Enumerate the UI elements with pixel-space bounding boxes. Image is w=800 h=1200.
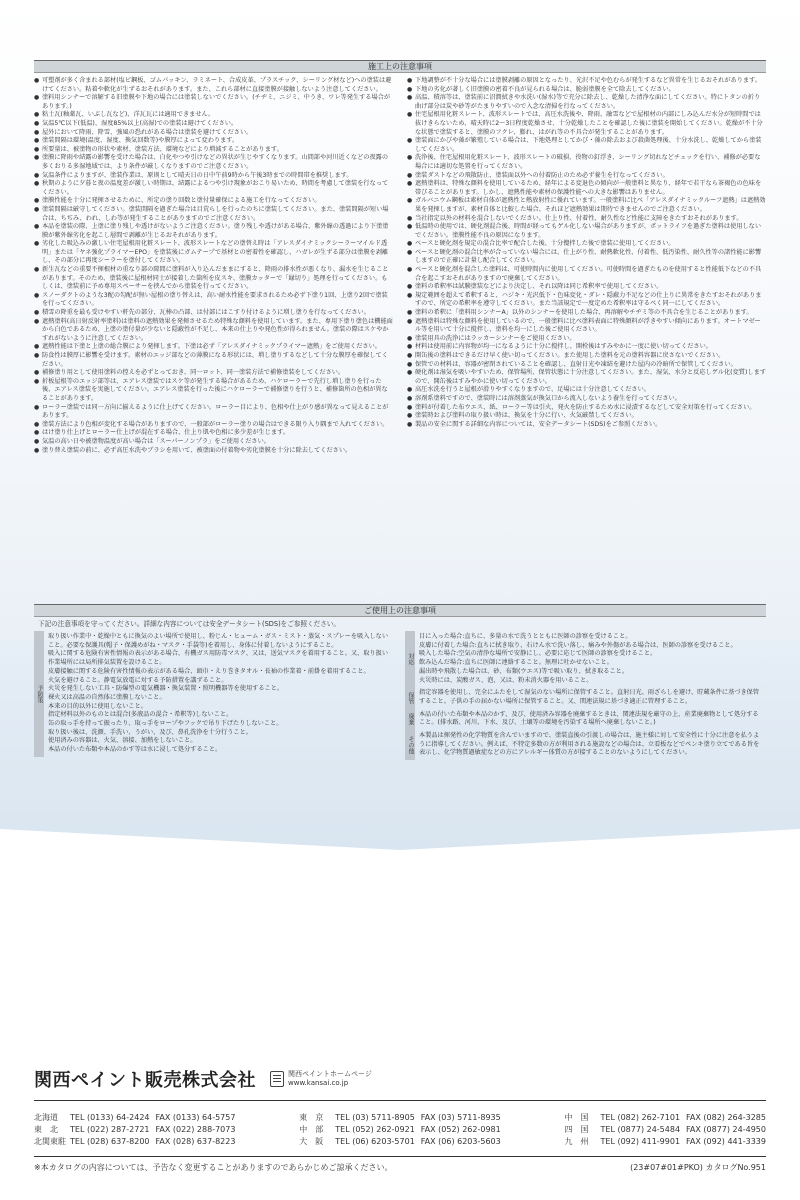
- construction-note: ● 溶剤系塗料ですので、塗装時には溶剤蒸気が換気口から流入しないよう養生を行ってください。: [407, 395, 766, 404]
- office-fax: FAX (022) 288-7073: [155, 1125, 236, 1134]
- construction-note: ● 遮熱塗料は、特殊な顔料を使用しているため、経年による変退色の傾向が一般塗料と異なり、経年で若干なら茶褐色の色味を帯びることがあります。しかし、遮熱性能や素材の保護性能への大きな影響はありません。: [407, 180, 766, 197]
- office-name: 中 国: [564, 1113, 589, 1122]
- homepage-link[interactable]: [270, 1070, 372, 1088]
- office-tel: TEL (06) 6203-5701: [335, 1137, 415, 1146]
- office-fax: FAX (052) 262-0981: [420, 1125, 501, 1134]
- construction-note: ● 塗料が付着した布ウエス、紙、ローラー等は引火、発火を防止するため水に浸漬するなどして安全対策を行ってください。: [407, 404, 766, 413]
- construction-note: ● 塗膜性能を十分に発揮させるために、所定の塗り回数と塗付量確保による施工を行なってください。: [34, 197, 393, 206]
- construction-note: ● 折板屋根等のエッジ部等は、エアレス塗装ではスケ等が発生する場合があるため、ハケローラーで先行し増し塗りを行った後、エアレス塗装を実施してください。エアレス塗装を行った後にハケローラーで補修塗りを行うと、補修箇所の色相が異なることがあります。: [34, 378, 393, 404]
- construction-note: ● 塗装面にかびや藻が繁殖している場合は、下地処理としてかび・藻の除去および殺菌処理後、十分水洗し、乾燥してから塗装してください。: [407, 137, 766, 154]
- usage-line: 取り扱い後は、洗顔、手洗い、うがい、及び、鼻孔洗浄を十分行うこと。: [48, 728, 252, 736]
- construction-note: ● 高圧水洗を行うと屋根が滑りやすくなりますので、足場には十分注意してください。: [407, 386, 766, 395]
- usage-group: [405, 709, 766, 730]
- office-tel: TEL (022) 287-2721: [70, 1125, 150, 1134]
- change-notice: ※本カタログの内容については、予告なく変更することがありますのであらかじめご諒承ください。: [34, 1163, 393, 1172]
- office-row: [565, 1112, 766, 1124]
- office-row: [299, 1112, 500, 1124]
- usage-right-column: [405, 631, 766, 760]
- usage-group-label: その他: [405, 730, 415, 760]
- usage-line: 裸火又は高温の自然体に塗膜しないこと。: [48, 693, 166, 701]
- construction-note: ● 塗膜に降雨や結露の影響を受けた場合は、白化やつや引けなどの異状が生じやすくなります。山間部や河川近くなどの夜露の多くおりる多湿地域では、より条件が厳しくなりますのでご注意ください。: [34, 154, 393, 171]
- catalog-code: (23#07#01#PKO) カタログNo.951: [630, 1163, 766, 1172]
- usage-line: 缶の取っ手を持って振ったり、取っ手をロープやフックで吊り下げたりしないこと。: [48, 720, 283, 728]
- office-tel: TEL (03) 5711-8905: [335, 1113, 415, 1122]
- office-name: 北海道: [34, 1113, 58, 1122]
- construction-note: ● 材料は使用前に内容物が均一になるように十分に撹拌し、開栓後はすみやかに一度に使い切ってください。: [407, 343, 766, 352]
- construction-note: ● 下地調整が不十分な場合には塗膜剥離の原因となったり、光沢不足や色むらが発生するなど異常を生じるおそれがあります。: [407, 77, 766, 86]
- usage-group: [405, 730, 766, 760]
- usage-line: 火災を発生しない工具・防爆型の電気機器・換気装置・照明機器等を使用すること。: [48, 685, 284, 693]
- office-fax: FAX (028) 637-8223: [155, 1137, 236, 1146]
- construction-note: ● 規定範囲を超えて希釈すると、ハジキ・光沢低下・色味変化・ダレ・隠蔽力不足などの仕上りに異常をきたすおそれがありますので、所定の希釈率を遵守してください。また当該規定で一度定めた希釈率は守るべく同一にしてください。: [407, 292, 766, 309]
- office-fax: FAX (0133) 64-5757: [155, 1113, 236, 1122]
- office-row: [34, 1124, 235, 1136]
- construction-note: ● 塗装ダストなどの飛散防止、塗装面以外への付着防止のため必ず養生を行なってください。: [407, 172, 766, 181]
- office-name: 四 国: [564, 1125, 589, 1134]
- office-tel: TEL (028) 637-8200: [70, 1137, 150, 1146]
- construction-note: ● 住宅屋根用化粧スレート、波形スレートでは、高圧水洗後や、降雨、融雪などで屋根材の内部にしみ込んだ水分が短時間では抜けきらないため、晴天時に2〜3日程度乾燥させ、十分乾燥したことを確認した後に塗装を開始してください。乾燥が不十分な状態で塗装すると、塗膜のフクレ、膨れ、はがれ等の不具合が発生することがあります。: [407, 111, 766, 137]
- usage-line: 吸入した場合:空気の清浄な場所で安静にし、必要に応じて医師の診察を受けること。: [419, 650, 657, 658]
- usage-line: 皮膚に付着した場合:直ちに拭き取り、石けん水で洗い落し、痛みや外傷がある場合は、医師の診察を受けること。: [419, 641, 737, 649]
- office-tel: TEL (0133) 64-2424: [70, 1113, 150, 1122]
- construction-note: ● 気温5℃以下(低温)、湿度85%以上(高湿)での塗装は避けてください。: [34, 120, 393, 129]
- homepage-url[interactable]: www.kansai.co.jp: [288, 1079, 349, 1087]
- construction-note: ● 気温の高い日や被塗物温度が高い場合は「スーパーノンプラ」をご使用ください。: [34, 438, 393, 447]
- office-row: [34, 1136, 235, 1148]
- usage-line: 本製品は揮発性の化学物質を含んでいますので、塗装直後の引渡しの場合は、施主様に対して安全性に十分に注意を払うように指導してください。例えば、不特定多数の方が利用される施設などの場合は、立看板などでペンキ塗り立てである旨を表示し、化学物質過敏症などの方にアレルギー体質の方が接することのないようにしてください。: [419, 732, 760, 757]
- office-row: [565, 1136, 766, 1148]
- construction-note: ● 洗浄後、住宅屋根用化粧スレート、波形スレートの破損、役物の釘浮き、シーリング切れなどチェックを行い、補修が必要な場合には適切な処置を行ってください。: [407, 154, 766, 171]
- construction-note: ● 当社指定以外の材料を混合しないでください。仕上り性、付着性、耐久性など性能に支障をきたすおそれがあります。: [407, 215, 766, 224]
- construction-note: ● 高温、積溶等は、塗装前に沼潤拭きや水洗い(湿水)等で充分に除去し、乾燥した清浄な面にしてください。特にトタンの折り曲げ部分は炭や砂等がたまりやすいので入念な清掃を行なってください。: [407, 94, 766, 111]
- construction-note: ● 劣化した吸込みの激しい住宅屋根用化粧スレート、波形スレートなどの塗替え時は「アレスダイナミックシーラーマイルド透明」または「ヤネ強化プライマーEPO」を塗装後にガムテープで基材との密着性を確認し、ハガレが生ずる部分は塗膜を剥離し、その部分に再度シーラーを塗付してください。: [34, 240, 393, 266]
- office-name: 中 部: [299, 1125, 324, 1134]
- usage-line: 取り扱い作業中・乾燥中ともに換気のよい場所で使用し、粉じん・ヒューム・ガス・ミスト・蒸気・スプレーを吸入しないこと。必要な保護具(帽子・保護めがね・マスク・手袋等)を着用し、身体に付着しないようにすること。: [48, 633, 389, 649]
- construction-right-list: [407, 77, 766, 429]
- footer-divider-top: [34, 1100, 766, 1101]
- office-name: 東 北: [34, 1125, 58, 1134]
- usage-line: 本品の付いた布類や本品のかす等は水に浸して処分すること。: [48, 746, 222, 754]
- office-name: 九 州: [564, 1137, 589, 1146]
- construction-note: ● 補修塗り用として使用塗料の控えを必ずとっておき、同一ロット、同一塗装方法で補修塗装をしてください。: [34, 369, 393, 378]
- construction-note: ● 塗料用シンナーで溶解する旧塗膜や下地の場合には塗装しないでください。(チヂミ、ニジミ、中うき、ワレ等発生する場合があります。): [34, 94, 393, 111]
- construction-note: ● ベースと硬化剤を混合した塗料は、可使時間内に使用してください。可使時間を過ぎたものを使用すると性能低下などの不具合を起こすおそれがありますので廃棄してください。: [407, 266, 766, 283]
- construction-section: [34, 60, 766, 455]
- office-row: [565, 1124, 766, 1136]
- office-name: 大 阪: [299, 1137, 324, 1146]
- construction-note: ● 気温条件によりますが、塗装作業は、原則として晴天日の日中午前9時から午後3時までの時間帯を推奨します。: [34, 172, 393, 181]
- usage-line: 火災時には、炭酸ガス、泡、又は、粉末消火器を用いること。: [419, 676, 593, 684]
- homepage-label: 関西ペイントホームページ: [288, 1070, 372, 1078]
- construction-note: ● ベースと硬化剤の混合比率が合っていない場合には、仕上がり性、耐熱軟化性、付着性、低汚染性、耐久性等の諸性能に影響しますので正確に計量し配合してください。: [407, 249, 766, 266]
- construction-note: ● 所要量は、被塗物の形状や素材、塗装方法、環境などにより増減することがあります。: [34, 146, 393, 155]
- company-name: 関西ペイント販売株式会社: [34, 1070, 256, 1091]
- construction-note: ● 塗装用具の洗浄にはラッカーシンナーをご使用ください。: [407, 335, 766, 344]
- construction-note: ● 遮熱性能は下塗と上塗の総合膜により発揮します。下塗は必ず「アレスダイナミックプライマー遮熱」をご使用ください。: [34, 343, 393, 352]
- construction-note: ● 塗装時および塗料の取り扱い時は、換気を十分に行い、火気厳禁してください。: [407, 412, 766, 421]
- construction-note: ● 本品を塗装の際、上塗に塗り残しや透けがないようご注意ください。塗り残しや透けがある場合、紫外線の透過により下塗塗膜が紫外線劣化を起こし層間で剥離が生じるおそれがあります。: [34, 223, 393, 240]
- office-directory: [34, 1112, 766, 1148]
- usage-line: 指定容器を使用し、完全にふたをして湿気のない場所に保管すること。直射日光、雨ざらしを避け、貯蔵条件に基づき保管すること。子供の手の届かない場所に保管すること。又、関連法規に基づき適正に管理すること。: [419, 689, 760, 705]
- office-row: [299, 1136, 500, 1148]
- office-row: [299, 1124, 500, 1136]
- office-tel: TEL (052) 262-0921: [335, 1125, 415, 1134]
- usage-line: 本来の目的以外に使用しないこと。: [48, 702, 147, 710]
- construction-note: ● 製品の安全に関する詳細な内容については、安全データシート(SDS)をご参照ください。: [407, 421, 766, 430]
- office-row: [34, 1112, 235, 1124]
- construction-note: ● 塗装間隔は厳守してください。塗装間隔を過ぎた場合は目荒らしを行ったのちに塗装してください。また、塗装間隔が短い場合は、ちぢみ、われ、しわ等が発生することがありますのでご注意ください。: [34, 206, 393, 223]
- construction-note: ● 下地の劣化が著しく旧塗膜の密着不良が見られる場合は、脆弱塗膜を全て除去してください。: [407, 86, 766, 95]
- construction-note: ● スノーダクトのような3配の勾配が無い屋根の塗り替えは、高い耐水性能を要求されるため必ず下塗り1回、上塗り2回で塗装を行ってください。: [34, 292, 393, 309]
- construction-note: ● 可塑剤が多く含まれる部材(塩ビ鋼板、ゴムパッキン、ラミネート、合成皮革、プラスチック、シーリング材など)への塗装は避けてください。粘着や軟化が生ずるおそれがあります。また、これら部材に直接塗膜が接触しないよう注意してください。: [34, 77, 393, 94]
- construction-note: ● ベースと硬化剤を規定の混合比率で配合した後、十分攪拌した後で塗装に使用してください。: [407, 240, 766, 249]
- footer-divider-bottom: [34, 1156, 766, 1157]
- construction-note: ● 新生瓦などの重要不揮根材の重なり部の隙間に塗料が入り込んだままにすると、降雨の排水性が悪くなり、漏水を生じることがあります。そのため、塗装後に屋根材同士が接着した箇所を皮スキ、塗膜カッターで「縁切り」処理を行ってください。もしくは、塗装前に予め専用スペーサーを挟んでから塗装を行ってください。: [34, 266, 393, 292]
- construction-title: 施工上の注意事項: [34, 61, 766, 73]
- usage-group: [34, 631, 395, 757]
- office-fax: FAX (092) 441-3339: [686, 1137, 766, 1146]
- construction-note: ● ガルバニウム鋼板は素材自体が遮熱性と熱放射性に優れています。一般塗料に比べ「アレスダイナミックルーフ遮熱」は遮熱効果を発揮しますが、素材自体と比較した場合、それほど遮熱効果は期待できませんのでご注意ください。: [407, 197, 766, 214]
- construction-note: ● 塗り替え塗装の前に、必ず高圧水洗やブラシを用いて、被塗面の付着物や劣化塗膜を十分に除去してください。: [34, 447, 393, 456]
- office-fax: FAX (0877) 24-4950: [686, 1125, 766, 1134]
- footer-logo-row: [34, 1066, 372, 1092]
- construction-note: ● 塗料の希釈率は試験塗装などにより決定し、それ以降は同じ希釈率で使用してください。: [407, 283, 766, 292]
- usage-group: [405, 631, 766, 687]
- construction-note: ● ローラー塗装では同一方向に揃えるように仕上げてください。ローラー目により、色相や仕上がり感が異なって見えることがあります。: [34, 404, 393, 421]
- usage-line: 使用済みの容器は、火気、溶接、加熱をしないこと。: [48, 737, 197, 745]
- construction-note: ● 保管での材料は、容器が密閉されていることを確認し、直射日光や凍結を避けた屋内の冷暗所で保管してください。: [407, 361, 766, 370]
- construction-note: ● 低温時の使用では、硬化剤混合後、時間が経ってもゲル化しない場合がありますが、ポットライフを過ぎた塗料は使用しないでください。塗膜性能不良の原因になります。: [407, 223, 766, 240]
- usage-line: 漏出時や飛散した場合は、砂、布類(ウエス)等で吸い取り、拭き取ること。: [419, 667, 629, 675]
- usage-line: 火気を避けること。静電気放電に対する予防措置を講ずること。: [48, 676, 228, 684]
- office-column: [565, 1112, 766, 1148]
- construction-note: ● 粘土瓦(釉薬瓦、いぶし瓦など)、洋瓦瓦には適用できません。: [34, 111, 393, 120]
- usage-group-label: 予防策: [34, 631, 44, 757]
- construction-note: ● 屋外において降雨、降雪、強風の恐れがある場合は塗装を避けてください。: [34, 129, 393, 138]
- construction-note: ● 開缶後の塗料はできるだけ早く使い切ってください。また使用した塗料を元の塗料容器に戻さないでください。: [407, 352, 766, 361]
- usage-group-label: 廃棄: [405, 709, 415, 730]
- office-name: 北関東駐: [34, 1137, 66, 1146]
- office-fax: FAX (06) 6203-5603: [420, 1137, 501, 1146]
- construction-note: ● 塗装方法により色相が変化する場合がありますので、一般部がローラー塗りの場合はできる限り入り隅まで入れてください。: [34, 421, 393, 430]
- office-fax: FAX (082) 264-3285: [686, 1113, 766, 1122]
- usage-intro: 下記の注意事項を守ってください。詳細な内容については安全データシート(SDS)をご参照ください。: [38, 620, 340, 628]
- usage-title: ご使用上の注意事項: [34, 605, 766, 617]
- usage-line: 吸入に関する危険有害性情報の表示がある場合、有機ガス用防毒マスク、又は、送気マスクを着用すること。又、取り扱い作業場所には局所排気装置を設けること。: [48, 650, 389, 667]
- usage-line: 目に入った場合:直ちに、多量の水で洗うとともに医師の診察を受けること。: [419, 633, 632, 640]
- office-name: 東 京: [299, 1113, 324, 1122]
- usage-group-label: 保管: [405, 687, 415, 708]
- usage-line: 飲み込んだ場合:直ちに医師に連絡すること。無理に吐かせないこと。: [419, 659, 613, 667]
- construction-left-list: [34, 77, 393, 455]
- office-tel: TEL (082) 262-7101: [600, 1113, 681, 1122]
- construction-note: ● 塗料の希釈に「塗料用シンナーA」以外のシンナーを使用した場合、再溶解やチヂミ等の不具合を生じることがあります。: [407, 309, 766, 318]
- construction-note: ● 秋期のように夕暮と夜の温度差が激しい時期は、結露によるつや引け現象がおこり易いため、時間を考慮して塗装を行なってください。: [34, 180, 393, 197]
- construction-note: ● 硬化剤は湿気を吸いやすいため、保管場所、保管状態に十分注意してください。また、湿気、水分と反応しゲル化(変質)しますので、開缶後はすみやかに使い切ってください。: [407, 369, 766, 386]
- usage-group: [405, 687, 766, 708]
- construction-note: ● 防食性は膜厚に影響を受けます。素材のエッジ部などの薄膜になる形状には、増し塗りするなどして十分な膜厚を確保してください。: [34, 352, 393, 369]
- footer-notice: [34, 1162, 766, 1173]
- construction-note: ● 遮熱塗料(高日射反射率塗料)は塗料の遮熱効果を発揮させるため特殊な顔料を使用しています。また、専用下塗り塗色は機能面から白色であるため、上塗の塗付量が少ないと隠蔽性が不足し、本来の仕上りや発色性が得られません。塗装の際はスケやかすれがないように注意してください。: [34, 318, 393, 344]
- construction-note: ● 積雪の降重を最も受けやすい軒先の部分、瓦棒の凸部、は付部にはこすり付けるように増し塗りを行なってください。: [34, 309, 393, 318]
- construction-note: ● はけ塗り仕上げとローラー仕上げが混在する場合、仕上り肌や色相に多少差が生じます。: [34, 429, 393, 438]
- usage-line: 本品の付いた布類や本品のかす、及び、使用済み容器を廃棄するときは、関連法規を厳守の上、産業廃棄物として処分すること。(排水路、河川、下水、及び、土壌等の環境を汚染する場所へ廃棄しないこと。): [419, 710, 759, 727]
- construction-note: ● 遮熱塗料は特殊な顔料を使用しているので、一般塗料に比べ塗料表面に特殊顔料が浮きやすい傾向にあります。オートマゼール等を用いて十分に撹拌し、塗料を均一にした後ご使用ください。: [407, 318, 766, 335]
- office-column: [299, 1112, 500, 1148]
- usage-left-column: [34, 631, 395, 760]
- usage-line: 皮膚接触に関する危険有害性情報の表示がある場合、頭巾・えり巻きタオル・長袖の作業着・前掛を着用すること。: [48, 667, 370, 675]
- usage-section: [34, 604, 766, 760]
- construction-note: ● 塗装間隔は環境(温度、湿度、換気回数等)や膜厚によって変わります。: [34, 137, 393, 146]
- office-column: [34, 1112, 235, 1148]
- office-fax: FAX (03) 5711-8935: [420, 1113, 501, 1122]
- office-tel: TEL (092) 411-9901: [600, 1137, 681, 1146]
- web-page-icon: [270, 1071, 284, 1087]
- usage-group-label: 対応: [405, 631, 415, 687]
- office-tel: TEL (0877) 24-5484: [600, 1125, 681, 1134]
- usage-line: 指定材料以外のものとは混合(多液品の混合・希釈等)しないこと。: [48, 711, 233, 719]
